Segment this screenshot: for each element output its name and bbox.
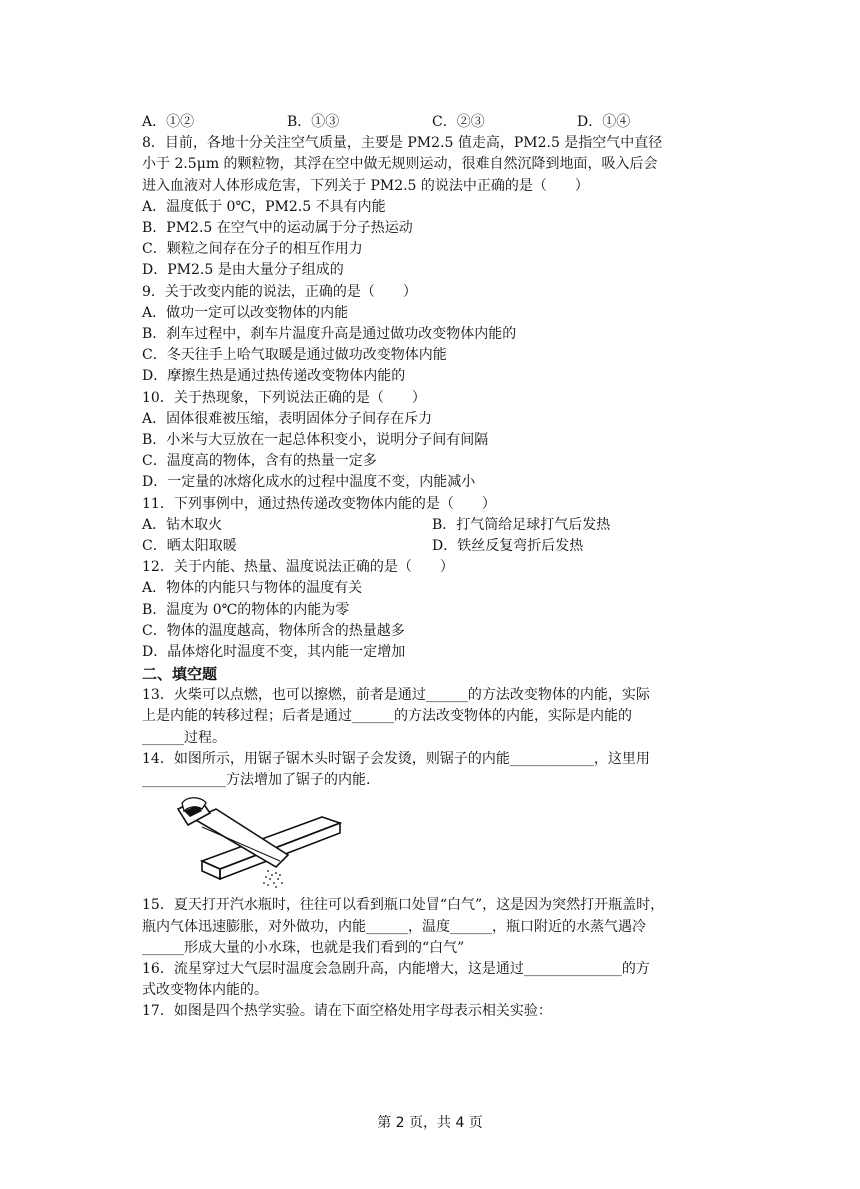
question-text: 15．夏天打开汽水瓶时，往往可以看到瓶口处冒“白气”，这是因为突然打开瓶盖时， (142, 897, 665, 914)
option-a: A．物体的内能只与物体的温度有关 (142, 580, 363, 597)
option-d: D．晶体熔化时温度不变，其内能一定增加 (142, 644, 406, 661)
page-footer: 第 2 页，共 4 页 (377, 1115, 483, 1131)
option-c: C．温度高的物体，含有的热量一定多 (142, 453, 377, 470)
option-b: B．小米与大豆放在一起总体积变小，说明分子间有间隔 (142, 432, 489, 449)
question-14 (142, 749, 722, 791)
saw-illustration (172, 797, 342, 889)
option-c: C．②③ (432, 114, 485, 130)
question-text: 14．如图所示，用锯子锯木头时锯子会发烫，则锯子的内能____________，这里用 (142, 750, 650, 767)
question-text: 17．如图是四个热学实验。请在下面空格处用字母表示相关实验： (142, 1003, 552, 1020)
question-15 (142, 895, 722, 959)
option-a: A．①② (142, 114, 195, 130)
question-text: 上是内能的转移过程；后者是通过______的方法改变物体的内能，实际是内能的 (142, 708, 632, 725)
option-b: B．①③ (287, 114, 340, 130)
option-b: B．打气筒给足球打气后发热 (432, 516, 611, 533)
saw-wood-figure (142, 791, 722, 895)
option-c: C．冬天往手上哈气取暖是通过做功改变物体内能 (142, 347, 447, 364)
question-text: 瓶内气体迅速膨胀，对外做功，内能______，温度______，瓶口附近的水蒸气遇冷 (142, 918, 646, 935)
option-c: C．颗粒之间存在分子的相互作用力 (142, 241, 363, 258)
question-10 (142, 388, 722, 494)
question-13 (142, 685, 722, 749)
question-8 (142, 133, 722, 281)
question-text: ____________方法增加了锯子的内能. (142, 772, 371, 789)
question-11 (142, 494, 722, 558)
option-c: C．物体的温度越高，物体所含的热量越多 (142, 622, 405, 639)
question-text: 式改变物体内能的。 (142, 982, 268, 999)
question-12 (142, 557, 722, 663)
question-stem: 9．关于改变内能的说法，正确的是（ ） (142, 283, 417, 300)
question-text: ______形成大量的小水珠，也就是我们看到的“白气” (142, 939, 465, 956)
question-stem: 12．关于内能、热量、温度说法正确的是（ ） (142, 559, 454, 576)
question-text: 16．流星穿过大气层时温度会急剧升高，内能增大，这是通过______________的方 (142, 960, 650, 977)
option-c: C．晒太阳取暖 (142, 538, 237, 555)
option-d: D．铁丝反复弯折后发热 (432, 538, 584, 555)
option-a: A．做功一定可以改变物体的内能 (142, 304, 349, 321)
question-stem: 10．关于热现象，下列说法正确的是（ ） (142, 389, 426, 406)
section-heading: 二、填空题 (142, 665, 218, 684)
option-b: B．PM2.5 在空气中的运动属于分子热运动 (142, 220, 413, 237)
option-a: A．固体很难被压缩，表明固体分子间存在斥力 (142, 410, 433, 427)
exam-page-content (142, 112, 722, 1023)
options-row (142, 536, 722, 557)
question-text: ______过程。 (142, 729, 226, 746)
q7-options (142, 112, 722, 133)
question-text: 13．火柴可以点燃，也可以擦燃，前者是通过______的方法改变物体的内能，实际 (142, 687, 650, 704)
question-stem: 11．下列事例中，通过热传递改变物体内能的是（ ） (142, 495, 496, 512)
option-d: D．PM2.5 是由大量分子组成的 (142, 262, 344, 279)
question-stem: 进入血液对人体形成危害，下列关于 PM2.5 的说法中正确的是（ ） (142, 177, 589, 194)
option-d: D．①④ (577, 114, 631, 130)
question-9 (142, 282, 722, 388)
option-a: A．钻木取火 (142, 516, 223, 533)
option-d: D．摩擦生热是通过热传递改变物体内能的 (142, 368, 406, 385)
option-d: D．一定量的冰熔化成水的过程中温度不变，内能减小 (142, 474, 476, 491)
option-b: B．刹车过程中，刹车片温度升高是通过做功改变物体内能的 (142, 326, 517, 343)
option-b: B．温度为 0℃的物体的内能为零 (142, 601, 350, 618)
question-stem: 8．目前，各地十分关注空气质量，主要是 PM2.5 值走高，PM2.5 是指空气中直径 (142, 135, 663, 152)
question-16 (142, 959, 722, 1001)
question-stem: 小于 2.5μm 的颗粒物，其浮在空中做无规则运动，很难自然沉降到地面，吸入后会 (142, 156, 658, 173)
question-17 (142, 1001, 722, 1022)
options-row (142, 515, 722, 536)
option-a: A．温度低于 0℃，PM2.5 不具有内能 (142, 198, 386, 215)
